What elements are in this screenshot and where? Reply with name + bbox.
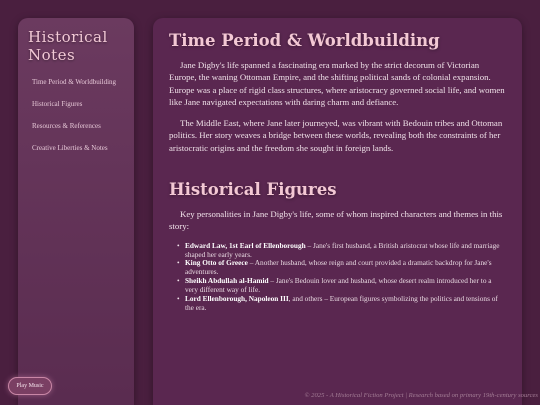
sidebar-item-creative-liberties[interactable]: Creative Liberties & Notes: [32, 144, 108, 152]
main-content: [153, 18, 522, 405]
figure-name: Edward Law, 1st Earl of Ellenborough: [185, 240, 306, 250]
figure-desc: , and others – European figures symbolizing the politics and tensions of the era.: [185, 294, 498, 313]
section-heading: Historical Figures: [169, 180, 337, 200]
play-music-button[interactable]: Play Music: [8, 377, 52, 395]
list-item: [177, 242, 506, 260]
figure-name: Sheikh Abdullah al-Hamid: [185, 276, 269, 286]
paragraph: The Middle East, where Jane later journeyed, was vibrant with Bedouin tribes and Ottoman politics. Her story weaves a bridge between these worlds, revealing both the constraints of her aristocratic origins and the freedom she sought in foreign lands.: [169, 118, 503, 153]
section-heading: Time Period & Worldbuilding: [169, 31, 440, 50]
section-time-period: [169, 31, 506, 154]
sidebar-title: Historical Notes: [28, 28, 108, 64]
list-item: [177, 277, 506, 295]
sidebar-item-time-period[interactable]: Time Period & Worldbuilding: [32, 78, 117, 86]
figures-list: [177, 242, 506, 313]
paragraph: Jane Digby's life spanned a fascinating era marked by the strict decorum of Victorian Europe, the waning Ottoman Empire, and the shifting political sands of colonial expansion. Europe was a place of rigid class structures, where aristocracy governed social life, and women like Jane navigated expectations with daring charm and defiance.: [169, 60, 505, 107]
section-historical-figures: [169, 180, 506, 313]
figure-desc: – Jane's first husband, a British aristocrat whose life and marriage shaped her early years.: [185, 240, 500, 259]
sidebar: [18, 18, 134, 405]
paragraph: Key personalities in Jane Digby's life, some of whom inspired characters and themes in this story:: [169, 209, 503, 232]
figure-desc: – Jane's Bedouin lover and husband, whose desert realm introduced her to a very different way of life.: [185, 276, 492, 295]
figure-desc: – Another husband, whose reign and court provided a dramatic backdrop for Jane's adventures.: [185, 258, 492, 277]
list-item: [177, 295, 506, 313]
figure-name: King Otto of Greece: [185, 258, 248, 268]
footer-text: © 2025 - A Historical Fiction Project | Research based on primary 19th-century sources: [304, 392, 538, 399]
figure-name: Lord Ellenborough, Napoleon III: [185, 294, 289, 304]
sidebar-item-historical-figures[interactable]: Historical Figures: [32, 100, 83, 108]
list-item: [177, 259, 506, 277]
sidebar-item-resources[interactable]: Resources & References: [32, 122, 101, 130]
